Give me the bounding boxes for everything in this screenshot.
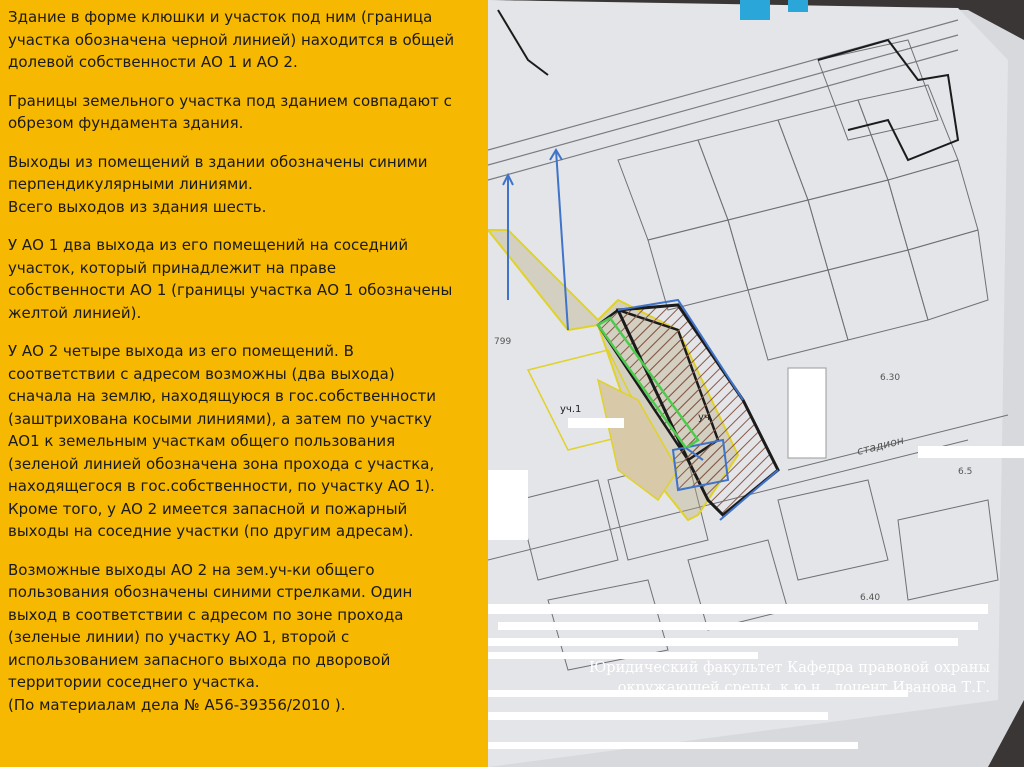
lot1-label: уч.1	[560, 404, 582, 415]
elevation-label: 6.30	[880, 373, 901, 383]
stadium-label: стадион	[855, 433, 906, 458]
lot-number-label: 799	[494, 337, 512, 347]
blue-tab	[788, 0, 808, 12]
paragraph-ao2-exits: У АО 2 четыре выхода из его помещений. В соответствии с адресом возможны (два выхода) сначала на землю, находящуюся в гос.собственности (заштрихована косыми линиями), а затем по участку АО1 к земельным участкам общего пользования (зеленой линией обозначена зона прохода с участка, находящегося в гос.собственности, по участку АО 1).	[8, 342, 436, 495]
elevation-label: 6.5	[958, 467, 973, 477]
paragraph-possible-exits: Возможные выходы АО 2 на зем.уч-ки общего пользования обозначены синими стрелками. Один выход в соответствии с адресом по зоне прохода (зеленые линии) по участку АО 1, второй с использованием запасного выхода по дворовой территории соседнего участка. (По материалам дела № А56-39356/2010 ).	[8, 560, 413, 714]
cadastral-map-photo	[488, 0, 1024, 767]
annotation-box	[788, 368, 826, 458]
paragraph-shared-ownership: Здание в форме клюшки и участок под ним (граница участка обозначена черной линией) находится в общей долевой собственности АО 1 и АО 2.	[8, 8, 455, 71]
paper-sheet	[488, 0, 1008, 767]
lot2-label: уч.	[698, 412, 714, 423]
elevation-label: 6.40	[860, 593, 881, 603]
paragraph-exits-count: Выходы из помещений в здании обозначены синими перпендикулярными линиями. Всего выходов из здания шесть.	[8, 152, 428, 216]
building-hook	[673, 440, 728, 490]
text-panel	[0, 0, 488, 767]
blue-tab	[740, 0, 770, 20]
slide-caption: Юридический факультет Кафедра правовой охраны окружающей среды, к.ю.н., доцент Иванова Т.Г.	[588, 660, 990, 696]
paragraph-foundation-boundary: Границы земельного участка под зданием совпадают с обрезом фундамента здания.	[8, 91, 452, 132]
paragraph-ao1-exits: У АО 1 два выхода из его помещений на соседний участок, который принадлежит на праве собственности АО 1 (границы участка АО 1 обозначены желтой линией).	[8, 236, 453, 322]
paragraph-emergency-exits: Кроме того, у АО 2 имеется запасной и пожарный выходы на соседние участки (по другим адресам).	[8, 499, 414, 540]
cadastral-map-drawing	[488, 0, 1024, 767]
